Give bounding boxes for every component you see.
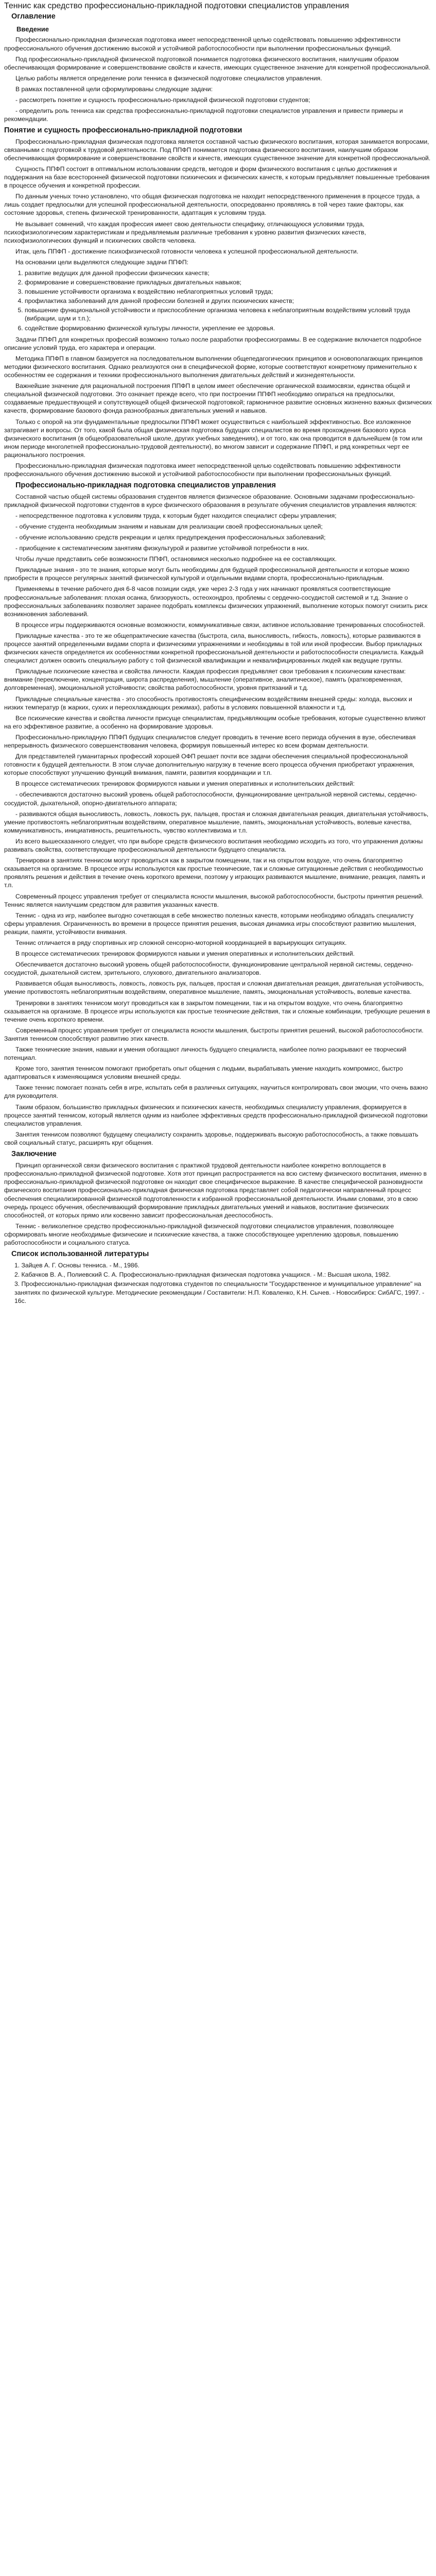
bibliography-heading: Список использованной литературы (11, 1250, 149, 1259)
paragraph: Таким образом, большинство прикладных физических и психических качеств, необходимых специалисту управления, формируется в процессе занятий теннисом, который является одним из наиболее эффективных средств профессионально-прикладной физической подготовки специалистов управления. (4, 1103, 428, 1127)
paragraph: Теннис - великолепное средство профессионально-прикладной физической подготовки специалистов управления, позволяющее сформировать многие необходимые физические и психические качества, а также способствующее укреплению здоровья, повышению работоспособности и социального статуса. (4, 1222, 398, 1246)
intro-section (4, 36, 432, 123)
paragraph: В процессе игры поддерживаются основные возможности, коммуникативные связи, активное использование тренированных способностей. (15, 621, 425, 629)
section1-body (4, 138, 432, 266)
conclusion-heading: Заключение (11, 1150, 57, 1159)
paragraph: Также теннис помогает познать себя в игре, испытать себя в различных ситуациях, научиться контролировать свои эмоции, что очень важно для руководителя. (4, 1084, 428, 1100)
paragraph: Принцип органической связи физического воспитания с практикой трудовой деятельности наиболее конкретно воплощается в профессионально-прикладной физической подготовке. Хотя этот принцип распространяется на всю систему физического воспитания, именно в профессионально-прикладной физической подготовке он находит свое специфическое выражение. В качестве специфической разновидности физического воспитания профессионально-прикладная физическая подготовка представляет собой педагогически направленный процесс обеспечения специализированной физической подготовленности к избранной профессиональной деятельности. Иными словами, это в свою очередь процесс обучения, обеспечивающий формирование прикладных двигательных умений и навыков, воспитание физических способностей, от которых прямо или косвенно зависит профессиональная дееспособность. (4, 1162, 427, 1219)
intro-heading: Введение (16, 25, 49, 33)
paragraph: Не вызывает сомнений, что каждая профессия имеет свою деятельности специфику, отличающуюся условиями труда, психофизиологическим характеристикам и предъявляемым различные требования к уровню развития физических качеств, психофизиологических функций и психических свойств человека. (4, 220, 366, 244)
paragraph: Задачи ППФП для конкретных профессий возможно только после разработки профессиограммы. В ее содержание включается подробное описание условий труда, его характера и операции. (4, 335, 422, 351)
task-item: 3. повышение устойчивости организма к воздействию неблагоприятных условий труда; (25, 287, 432, 296)
paragraph: Тренировки в занятиях теннисом могут проводиться как в закрытом помещении, так и на открытом воздухе, что очень благоприятно сказывается на организме. В процессе игры используются как простые технические, так и сложные ситуационные действия с необходимостью проявлять решения и действия в течение очень короткого времени, поэтому у играющих развиваются мышление, внимание, реакция, память и т.п. (4, 857, 425, 889)
paragraph: На основании цели выделяются следующие задачи ППФП: (15, 258, 189, 266)
paragraph: Для представителей гуманитарных профессий хорошей ОФП решает почти все задачи обеспечения специальной профессиональной готовности к будущей деятельности. В этом случае дополнительную нагрузку в течение всего процесса обучения приобретают упражнения, которые способствуют улучшению функций внимания, памяти, развития координации и т.п. (4, 753, 415, 777)
document-title: Теннис как средство профессионально-прикладной подготовки специалистов управления (4, 2, 350, 10)
paragraph: Также технические знания, навыки и умения обогащают личность будущего специалиста, наиболее полно раскрывают ее творческий потенциал. (4, 1046, 407, 1062)
paragraph: Методика ППФП в главном базируется на последовательном выполнении общепедагогических принципов и основополагающих принципов методики физического воспитания. Однако реализуются они в специфической форме, которые соответствуют конкретному применительно к особенностям ее содержания и техники профессионального выполнения двигательных действий и жизнедеятельности. (4, 354, 423, 379)
toc-heading: Оглавление (11, 12, 56, 21)
section2-body (4, 493, 432, 1147)
paragraph: Прикладные специальные качества - это способность противостоять специфическим воздействиям внешней среды: холода, высоких и низких температур (в жарких, сухих и переохлаждающих режимах), работы в условиях повышенной влажности и т.д. (4, 695, 412, 711)
paragraph: Профессионально-прикладная физическая подготовка является составной частью физического воспитания, которая занимается вопросами, связанными с подготовкой к трудовой деятельности. Под ППФП понимается подготовка физического воспитания, наилучшим образом обеспечивающая формирование и совершенствование свойств и качеств, имеющих существенное значение для конкретной профессиональной. (4, 138, 431, 162)
paragraph: - непосредственное подготовка к условиям труда, к которым будет находится специалист сферы управления; (15, 512, 337, 519)
paragraph: Целью работы является определение роли тенниса в физической подготовке специалистов управления. (15, 74, 322, 82)
paragraph: - обучение использованию средств рекреации и целях предупреждения профессиональных заболеваний; (15, 533, 326, 541)
paragraph: Под профессионально-прикладной физической подготовкой понимается подготовка физического воспитания, наилучшим образом обеспечивающая формирование и совершенствование свойств и качеств, имеющих существенное значение для конкретной профессиональной. (4, 55, 431, 71)
paragraph: Чтобы лучше представить себе возможности ППФП, остановимся несколько подробнее на ее составляющих. (15, 555, 337, 563)
paragraph: - обучение студента необходимым знаниям и навыкам для реализации своей профессиональных целей; (15, 522, 323, 530)
paragraph: Прикладные качества - это те же общепрактические качества (быстрота, сила, выносливость, гибкость, ловкость), которые развиваются в процессе занятий определенными видами спорта и физическими упражнениями и необходимы в той или иной профессии. Выбор прикладных физических качеств определяется их особенностями конкретной профессиональной деятельности и работоспособности специалиста. Каждый специалист должен освоить специальную работу с той физической квалификации и неквалифицированных людей как ведущие группы. (4, 632, 424, 665)
paragraph: Профессионально-прикладная физическая подготовка имеет непосредственной целью содействовать повышению эффективности профессионального обучения достижению высокой и устойчивой работоспособности при выполнении профессиональных функций. (4, 462, 400, 478)
paragraph: Занятия теннисом позволяют будущему специалисту сохранить здоровье, поддерживать высокую работоспособность, а также повышать свой социальный статус, расширять круг общения. (4, 1130, 418, 1146)
paragraph: Теннис отличается в ряду спортивных игр сложной сенсорно-моторной координацией в варьирующих ситуациях. (15, 939, 347, 946)
paragraph: - обеспечиваются достаточно высокий уровень общей работоспособности, функционирование центральной нервной системы, сердечно-сосудистой, дыхательной, опорно-двигательного аппарата; (4, 791, 417, 807)
paragraph: Кроме того, занятия теннисом помогают приобретать опыт общения с людьми, вырабатывать умение находить компромисс, быстро адаптироваться к изменяющимся условиям внешней среды. (4, 1065, 403, 1081)
paragraph: Тренировки в занятиях теннисом могут проводиться как в закрытом помещении, так и на открытом воздухе, что очень благоприятно сказывается на организме. В процессе игры используются как простые технические действия, так и сложные комбинации, требующие решения в течение очень короткого времени. (4, 999, 430, 1023)
paragraph: - развиваются общая выносливость, ловкость, ловкость рук, пальцев, простая и сложная двигательная реакция, двигательная устойчивость, умение противостоять неблагоприятным воздействиям, оперативное мышление, память, эмоциональная устойчивость, волевые качества, коммуникативность, инициативность, решительность, чувство коллективизма и т.п. (4, 810, 429, 834)
paragraph: Теннис - одна из игр, наиболее выгодно сочетающая в себе множество полезных качеств, которыми необходимо обладать специалисту сферы управления. Ограниченность во времени в процессе принятия решения, высокая динамика игры способствуют развитию мышления, реакции, памяти, устойчивости внимания. (4, 911, 416, 936)
section1-continuation (4, 335, 432, 479)
task-item: 4. профилактика заболеваний для данной профессии болезней и других психических качеств; (25, 297, 432, 305)
paragraph: - приобщение к систематическим занятиям физкультурой и развитие устойчивой потребности в них. (15, 545, 309, 552)
section2-heading: Профессионально-прикладная подготовка специалистов управления (15, 481, 276, 490)
conclusion-body (4, 1161, 432, 1247)
paragraph: В рамках поставленной цели сформулированы следующие задачи: (15, 85, 213, 93)
section1-heading: Понятие и сущность профессионально-прикладной подготовки (4, 126, 242, 135)
paragraph: Прикладные знания - это те знания, которые могут быть необходимы для будущей профессиональной деятельности и которые можно приобрести в процессе регулярных занятий физической культурой и отдельными видами спорта, профессионально-прикладным. (4, 566, 410, 582)
task-item: 6. содействие формированию физической культуры личности, укрепление ее здоровья. (25, 324, 432, 332)
paragraph: - определить роль тенниса как средства профессионально-прикладной подготовки специалистов управления и привести примеры и рекомендации. (4, 107, 403, 123)
paragraph: Профессионально-прикладная физическая подготовка имеет непосредственной целью содействовать повышению эффективности профессионального обучения достижению высокой и устойчивой работоспособности при выполнении профессиональных функций. (4, 36, 400, 52)
paragraph: Составной частью общей системы образования студентов является физическое образование. Основными задачами профессионально-прикладной физической подготовки студентов в курсе физического образования в результате обучения специалистов управления являются: (4, 493, 417, 509)
bibliography-list (14, 1261, 432, 1304)
bibliography-item: 2. Кабачков В. А., Полиевский С. А. Профессионально-прикладная физическая подготовка учащихся. - М.: Высшая школа, 1982. (14, 1271, 391, 1279)
tasks-list (25, 269, 432, 332)
bibliography-item: 3. Профессионально-прикладная физическая подготовка студентов по специальности "Государственное и муниципальное управление" на занятиях по физической культуре. Методические рекомендации / Составители: Н.П. Коваленко, К.Н. Сычев. - Новосибирск: СибАГС, 1997. - 16с. (14, 1280, 425, 1304)
paragraph: Только с опорой на эти фундаментальные предпосылки ППФП может осуществиться с наибольшей эффективностью. Все изложенное затрагивает и вопросы. От того, какой была общая физическая подготовка будущих специалистов во время прохождения базового курса физического воспитания (в общеобразовательной школе, других учебных заведениях), и от того, как она проводится в дальнейшем (в том или ином периоде многолетней профессионально-трудовой деятельности), во многом зависит и содержание ППФП, и ряд конкретных черт ее рационального построения. (4, 418, 423, 459)
paragraph: Все психические качества и свойства личности присуще специалистам, предъявляющим особые требования, которые существенно влияют на его эффективное развитие, а особенно на формирование здоровья. (4, 714, 426, 730)
paragraph: Сущность ППФП состоит в оптимальном использовании средств, методов и форм физического воспитания с целью достижения и поддержания на базе всесторонней физической подготовки психических и физических качеств, к которым предъявляет повышенные требования в процессе обучения и конкретной профессии. (4, 165, 430, 190)
task-item: 2. формирование и совершенствование прикладных двигательных навыков; (25, 278, 432, 286)
bibliography-item: 1. Зайцев А. Г. Основы тенниса. - М., 1986. (14, 1262, 139, 1269)
paragraph: Развивается общая выносливость, ловкость, ловкость рук, пальцев, простая и сложная двигательная реакция, двигательная устойчивость, умение противостоять неблагоприятным воздействиям, оперативное мышление, память, эмоциональная устойчивость, волевые качества. (4, 980, 424, 996)
paragraph: Современный процесс управления требует от специалиста ясности мышления, быстроты принятия решений, высокой работоспособности. Занятия теннисом способствуют развитию этих качеств. (4, 1026, 424, 1042)
paragraph: Современный процесс управления требует от специалиста ясности мышления, высокой работоспособности, быстроты принятия решений. Теннис является наилучшим средством для развития указанных качеств. (4, 892, 424, 908)
task-item: 1. развитие ведущих для данной профессии физических качеств; (25, 269, 432, 277)
paragraph: В процессе систематических тренировок формируются навыки и умения оперативных и исполнительских действий: (15, 780, 355, 788)
paragraph: Профессионально-прикладную ППФП будущих специалистов следует проводить в течение всего периода обучения в вузе, обеспечивая непрерывность физического совершенствования человека, формируя повышенный интерес ко всем формам деятельности. (4, 733, 416, 749)
paragraph: Важнейшие значение для рациональной построения ППФП в целом имеет обеспечение органической взаимосвязи, единства общей и специальной физической подготовки. Это означает прежде всего, что при построении ППФП необходимо опираться на предпосылки, создаваемые предшествующей и сопутствующей общей физической подготовкой; гармоничное развитие основных жизненно важных физических качеств, формирование базового фонда разнообразных двигательных умений и навыков. (4, 382, 432, 415)
paragraph: Итак, цель ППФП - достижение психофизической готовности человека к успешной профессиональной деятельности. (15, 247, 359, 255)
paragraph: Прикладные психические качества и свойства личности. Каждая профессия предъявляет свои требования к психическим качествам: внимание (переключение, концентрация, широта распределения), мышление (оперативное, аналитическое), память (кратковременная, долговременная), эмоциональной устойчивости; свойства работоспособности, уровня притязаний и т.д. (4, 668, 406, 692)
paragraph: - рассмотреть понятие и сущность профессионально-прикладной физической подготовки студентов; (15, 96, 310, 104)
paragraph: Из всего вышесказанного следует, что при выборе средств физического воспитания необходимо исходить из того, что упражнения должны развивать свойства, соответствующие профессиональной деятельности будущего специалиста. (4, 837, 423, 854)
paragraph: Применяемы в течение рабочего дня 6-8 часов позиции сидя, уже через 2-3 года у них начинают проявляться соответствующие профессиональные заболевания: плохая осанка, близорукость, остеохондроз, проблемы с сердечно-сосудистой системой и т.д. Знание о профессиональных заболеваниях позволяет заранее подобрать комплексы физических упражнений, выполнение которых помогут снизить риск возникновения заболеваний. (4, 585, 428, 618)
paragraph: В процессе систематических тренировок формируются навыки и умения оперативных и исполнительских действий. (15, 950, 355, 958)
task-item: 5. повышение функциональной устойчивости и приспособление организма человека к неблагоприятным воздействиям условий труда (вибрации, шум и т.п.); (25, 306, 432, 323)
paragraph: По данным ученых точно установлено, что общая физическая подготовка не находит непосредственного применения в процессе труда, а лишь создает предпосылки для успешной профессиональной деятельности, опосредованно проявляясь в той через такие факторы, как состояние здоровья, степень физической тренированности, адаптация к условиям труда. (4, 193, 420, 217)
paragraph: Обеспечивается достаточно высокий уровень общей работоспособности, функционирование центральной нервной системы, сердечно-сосудистой, дыхательной систем, зрительного, слухового, двигательного анализаторов. (4, 961, 413, 977)
